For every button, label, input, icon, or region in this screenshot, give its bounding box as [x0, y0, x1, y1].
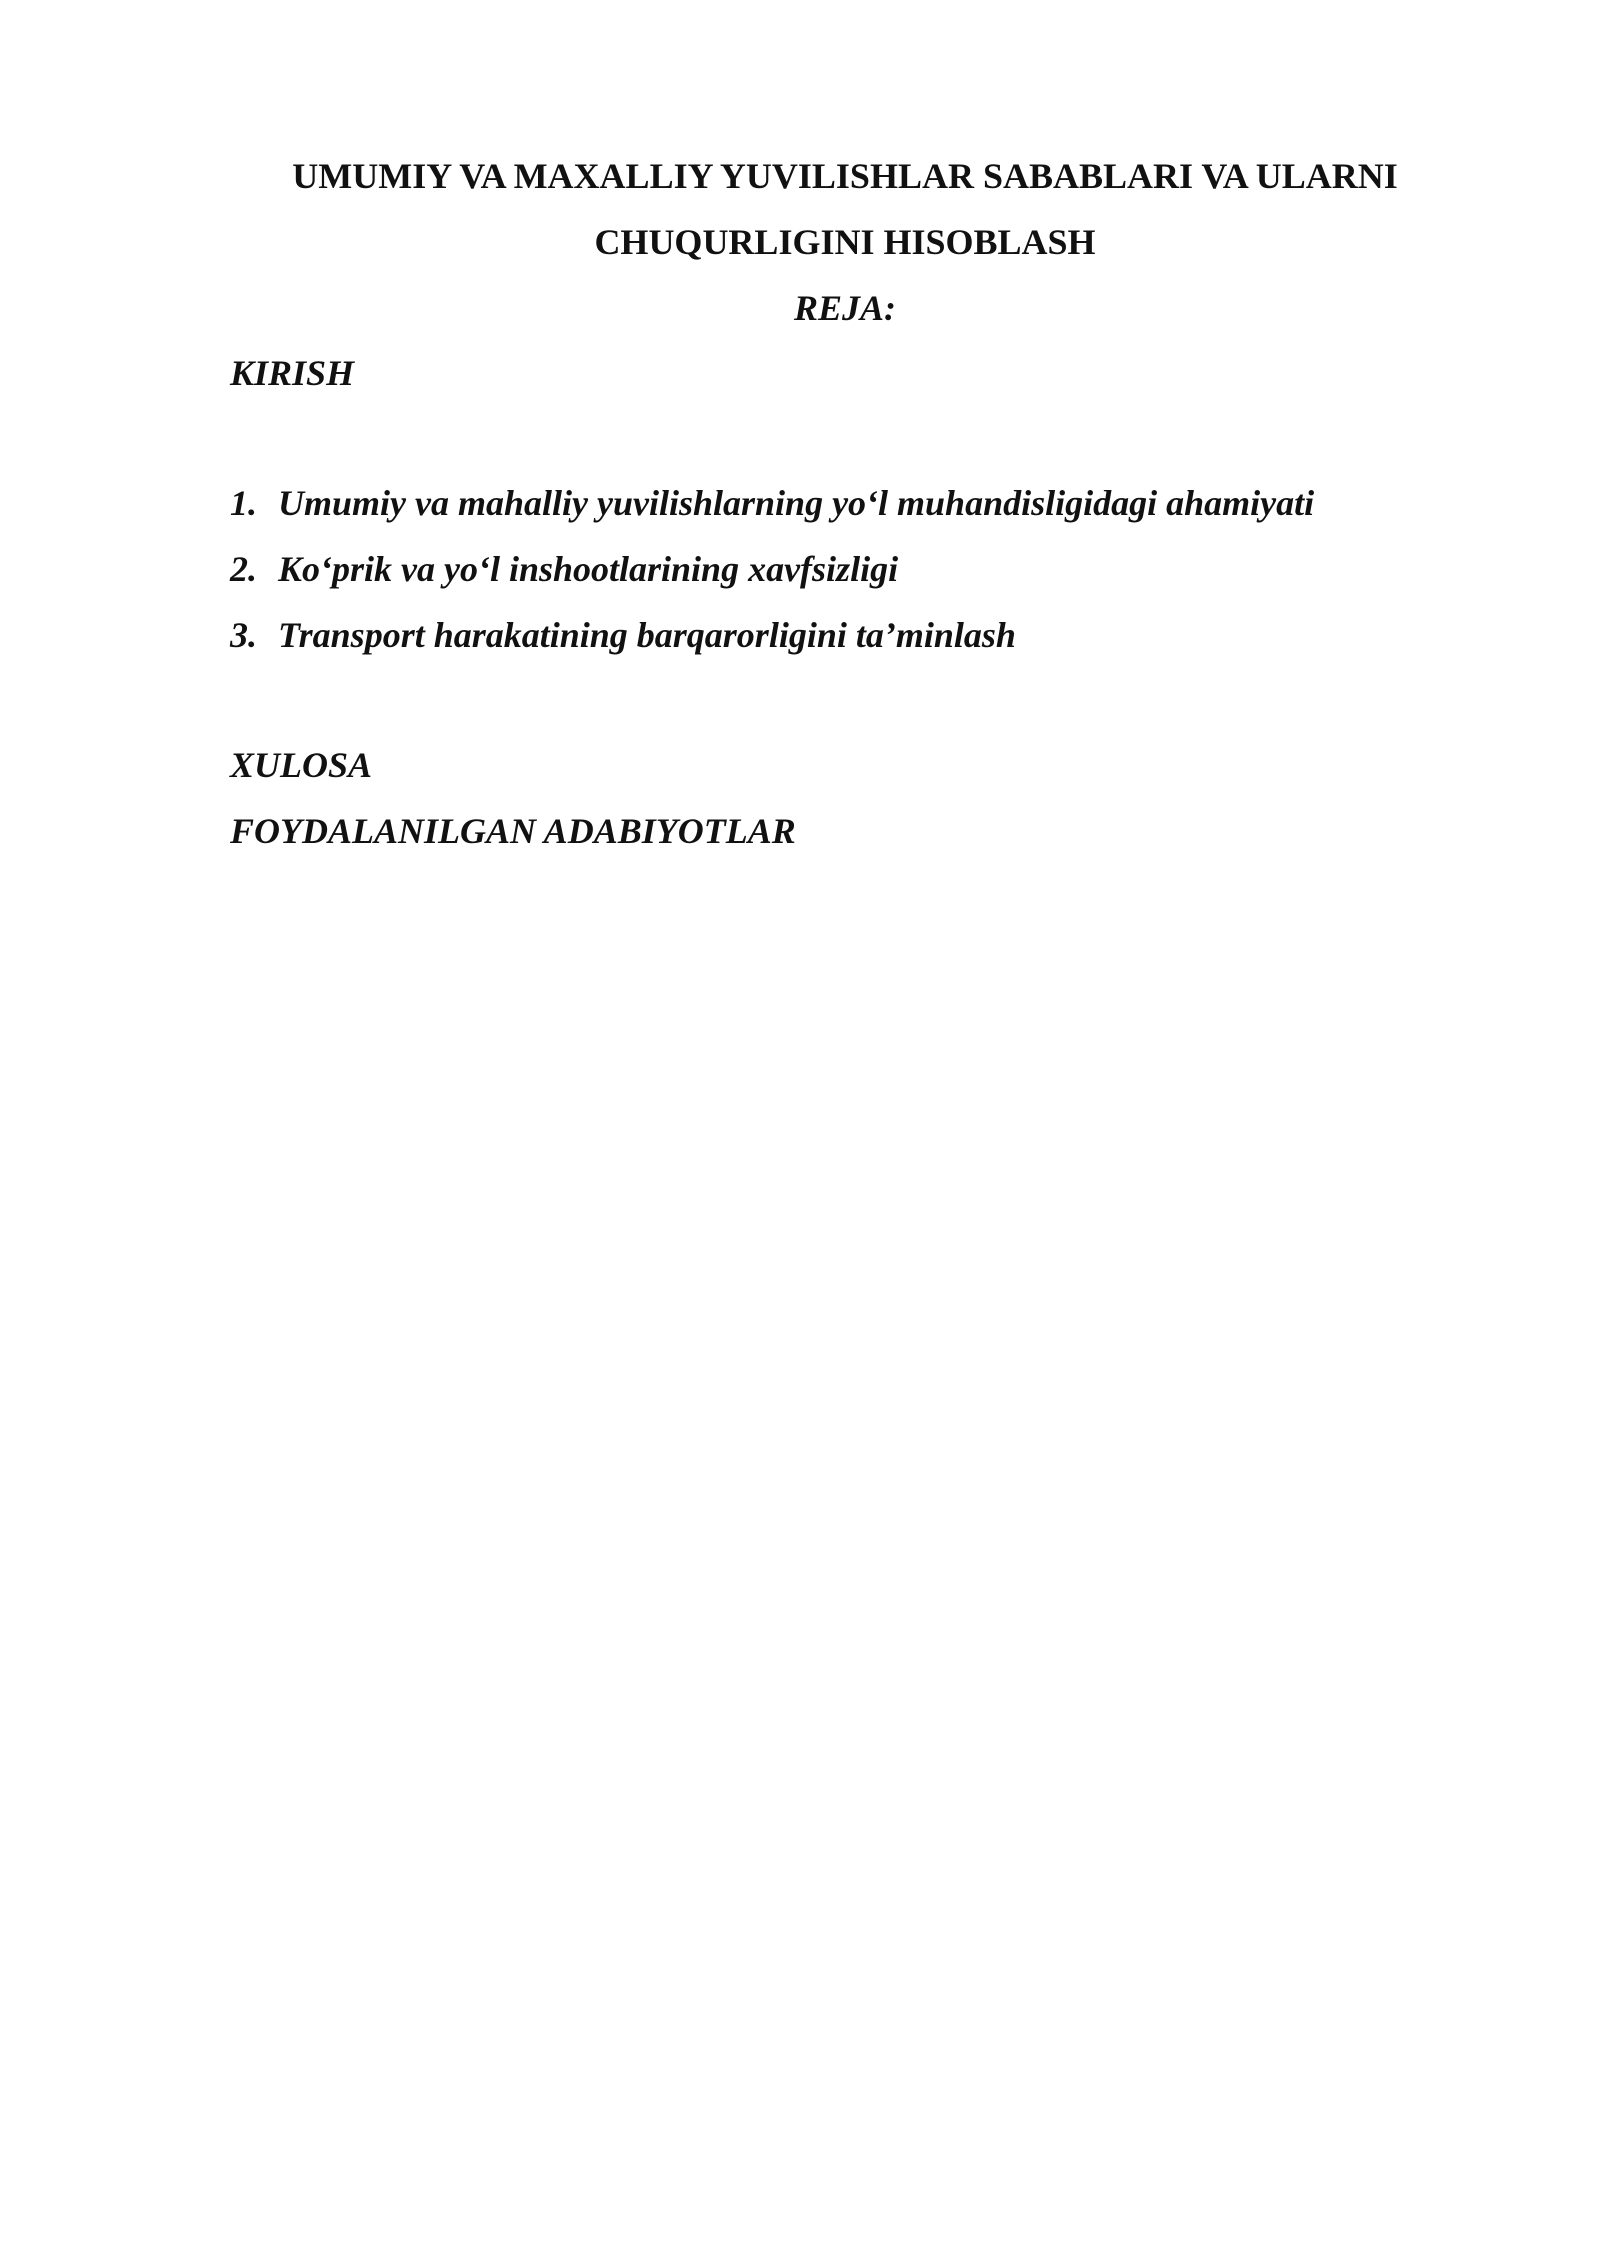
references-heading: FOYDALANILGAN ADABIYOTLAR — [230, 811, 796, 851]
title-line-1: UMUMIY VA MAXALLIY YUVILISHLAR SABABLARI VA ULARNI — [292, 156, 1398, 196]
plan-item — [230, 602, 1314, 668]
plan-heading: REJA: — [793, 288, 897, 328]
title-line-2: CHUQURLIGINI HISOBLASH — [594, 222, 1096, 262]
plan-item-text: Ko‘prik va yo‘l inshootlarining xavfsizligi — [278, 549, 899, 589]
plan-item — [230, 536, 1314, 602]
intro-heading: KIRISH — [230, 353, 355, 393]
plan-item-number: 1. — [230, 483, 257, 523]
plan-item-number: 3. — [230, 615, 257, 655]
plan-item-text: Transport harakatining barqarorligini ta’minlash — [278, 615, 1016, 655]
plan-item-number: 2. — [230, 549, 257, 589]
conclusion-heading: XULOSA — [230, 745, 373, 785]
plan-list — [230, 470, 1314, 668]
plan-item-text: Umumiy va mahalliy yuvilishlarning yo‘l muhandisligidagi ahamiyati — [278, 483, 1315, 523]
plan-item — [230, 470, 1314, 536]
